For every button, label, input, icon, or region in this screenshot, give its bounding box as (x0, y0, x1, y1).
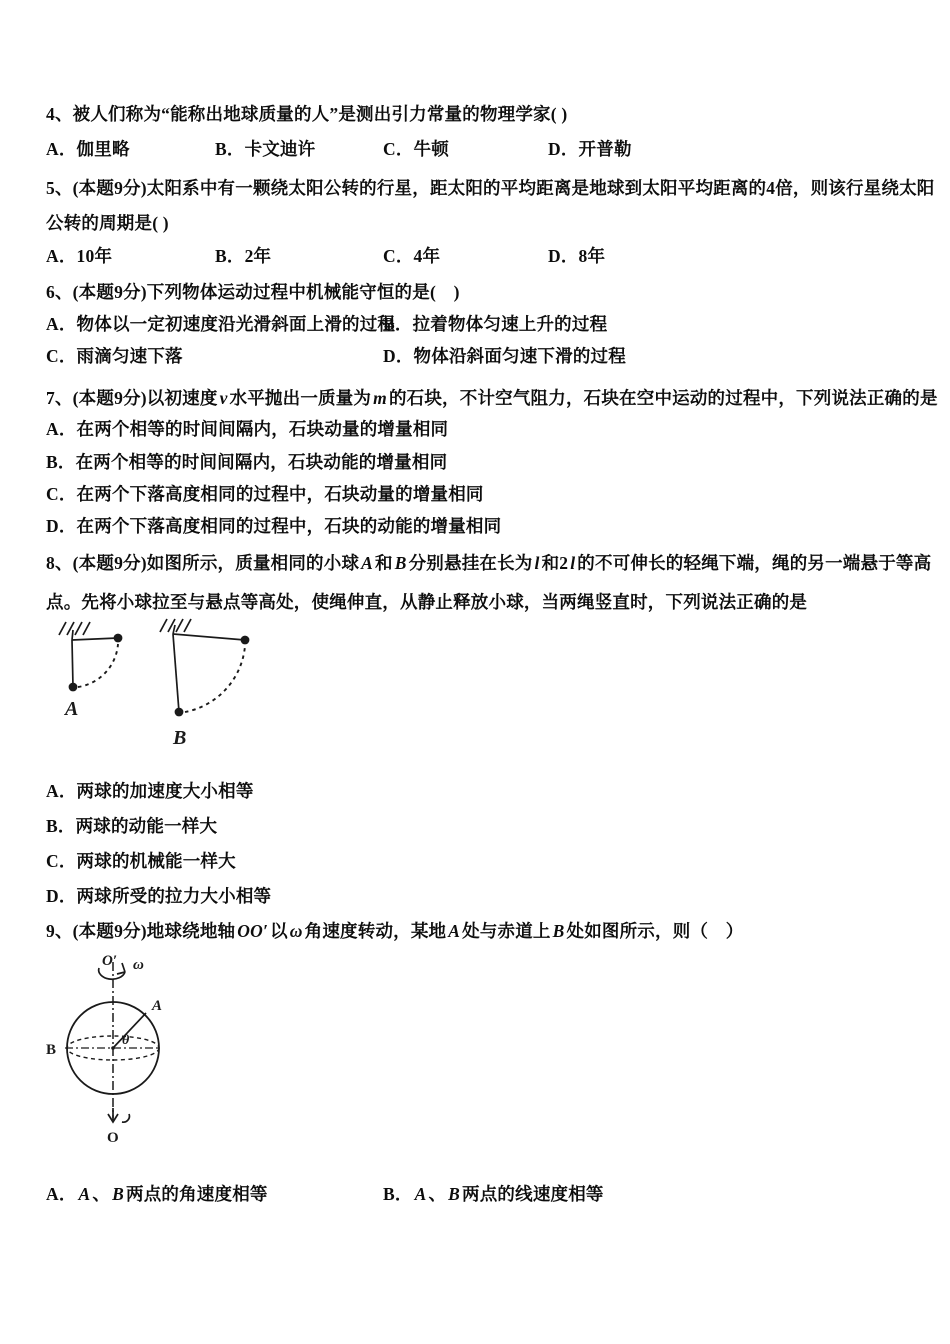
earth-rotation-figure (30, 948, 250, 1158)
question-5-option-d: D．8年 (548, 246, 606, 266)
text-run: 7、(本题9分)以初速度 (46, 388, 218, 408)
text-run: 两点的线速度相等 (462, 1184, 604, 1204)
pendulum-b (160, 619, 249, 716)
question-8-option-a: A．两球的加速度大小相等 (46, 781, 254, 801)
question-4-option-b: B．卡文迪许 (215, 139, 316, 159)
text-run: 的不可伸长的轻绳下端，绳的另一端悬于等高 (577, 553, 932, 573)
variable-m: m (373, 388, 387, 408)
question-8-stem-line1 (46, 552, 931, 575)
question-8-option-c: C．两球的机械能一样大 (46, 851, 236, 871)
variable-b: B (112, 1184, 124, 1204)
question-4-option-a: A．伽里略 (46, 139, 130, 159)
theta-label: θ (122, 1033, 130, 1048)
axis-top-label: O′ (102, 953, 118, 969)
question-6-stem: 6、(本题9分)下列物体运动过程中机械能守恒的是( ) (46, 282, 460, 302)
question-4-option-d: D．开普勒 (548, 139, 632, 159)
question-5-stem-line2: 公转的周期是( ) (46, 213, 169, 233)
question-4-stem: 4、被人们称为“能称出地球质量的人”是测出引力常量的物理学家( ) (46, 104, 568, 124)
question-8-option-d: D．两球所受的拉力大小相等 (46, 886, 272, 906)
variable-oo-prime: OO′ (237, 921, 269, 941)
variable-l2: l (570, 553, 576, 573)
question-5-option-a: A．10年 (46, 246, 113, 266)
question-8-option-b: B．两球的动能一样大 (46, 816, 218, 836)
text-run: 水平抛出一质量为 (229, 388, 372, 408)
pendulum-a-label: A (65, 698, 79, 720)
variable-v: v (219, 388, 228, 408)
question-6-option-d: D．物体沿斜面匀速下滑的过程 (383, 346, 626, 366)
point-a-label: A (152, 998, 163, 1014)
text-run: 分别悬挂在长为 (408, 553, 533, 573)
question-6-options-row2 (0, 345, 950, 371)
text-run: 和 (375, 553, 393, 573)
pendulum-b-label: B (173, 727, 187, 749)
question-4-options (0, 138, 950, 164)
text-run: 的石块，不计空气阻力，石块在空中运动的过程中，下列说法正确的是 (388, 388, 938, 408)
omega-label: ω (133, 957, 144, 973)
question-8-stem-line2: 点。先将小球拉至与悬点等高处，使绳伸直，从静止释放小球，当两绳竖直时，下列说法正确的是 (46, 592, 808, 612)
variable-omega: ω (289, 921, 303, 941)
question-9-option-b (383, 1183, 604, 1206)
variable-a: A (361, 553, 374, 573)
question-7-option-d: D．在两个下落高度相同的过程中，石块的动能的增量相同 (46, 516, 502, 536)
question-5-option-b: B．2年 (215, 246, 272, 266)
question-6-option-c: C．雨滴匀速下落 (46, 346, 183, 366)
question-6-option-b: B．拉着物体匀速上升的过程 (383, 314, 608, 334)
variable-a: A (414, 1184, 427, 1204)
text-run: A． (46, 1184, 77, 1204)
question-9-options (0, 1183, 950, 1209)
text-run: 处如图所示，则（ ） (566, 921, 744, 941)
variable-b: B (448, 1184, 461, 1204)
question-5-stem-line1: 5、(本题9分)太阳系中有一颗绕太阳公转的行星，距太阳的平均距离是地球到太阳平均距离的4倍，则该行星绕太阳 (46, 178, 935, 198)
question-5-options (0, 245, 950, 271)
question-7-option-c: C．在两个下落高度相同的过程中，石块动量的增量相同 (46, 484, 484, 504)
text-run: 两点的角速度相等 (126, 1184, 268, 1204)
question-6-option-a: A．物体以一定初速度沿光滑斜面上滑的过程 (46, 314, 396, 334)
question-7-option-a: A．在两个相等的时间间隔内，石块动量的增量相同 (46, 419, 449, 439)
radius-to-a (113, 1013, 146, 1048)
center-dot (111, 1046, 115, 1050)
text-run: 处与赤道上 (462, 921, 551, 941)
variable-b: B (552, 921, 565, 941)
question-6-options-row1 (0, 313, 950, 339)
bottom-rotation-arrow (108, 1108, 129, 1122)
question-7-option-b: B．在两个相等的时间间隔内，石块动能的增量相同 (46, 452, 448, 472)
question-4-option-c: C．牛顿 (383, 139, 449, 159)
text-run: 以 (270, 921, 288, 941)
variable-l: l (534, 553, 540, 573)
text-run: 和2 (541, 553, 569, 573)
text-run: 、 (92, 1184, 111, 1204)
question-9-stem (46, 920, 744, 943)
pendulum-figure (40, 610, 280, 760)
question-9-option-a (46, 1183, 268, 1206)
text-run: B． (383, 1184, 413, 1204)
text-run: 角速度转动，某地 (304, 921, 447, 941)
pendulum-a (59, 622, 122, 691)
axis-bottom-label: O (107, 1130, 119, 1146)
text-run: 9、(本题9分)地球绕地轴 (46, 921, 236, 941)
question-5-option-c: C．4年 (383, 246, 441, 266)
text-run: 8、(本题9分)如图所示，质量相同的小球 (46, 553, 360, 573)
variable-b: B (394, 553, 407, 573)
variable-a: A (448, 921, 461, 941)
question-7-stem (46, 387, 938, 410)
point-b-label: B (46, 1042, 57, 1058)
variable-a: A (78, 1184, 91, 1204)
text-run: 、 (428, 1184, 447, 1204)
